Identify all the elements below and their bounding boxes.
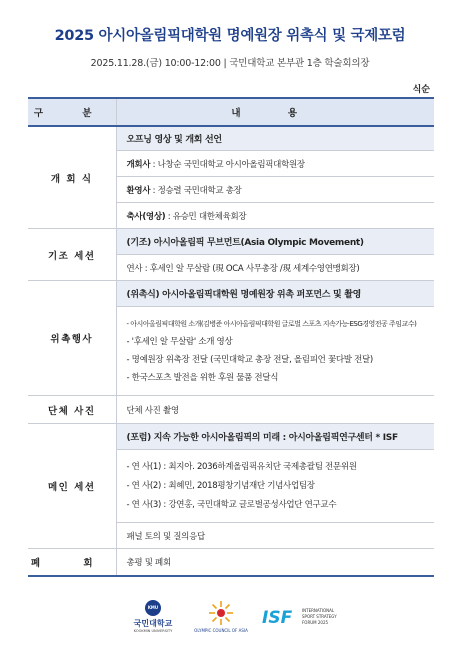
isf-line: SPORT STRATEGY	[302, 614, 337, 619]
event-datetime-venue: 2025.11.28.(금) 10:00-12:00 | 국민대학교 본부관 1층 학술회의장	[90, 58, 370, 69]
list-item: - 연 사(2) : 최혜민, 2018평창기념재단 기념사업팀장	[126, 480, 315, 491]
speech-type: 개회사	[126, 159, 151, 170]
keynote-speaker: 연사 : 후세인 알 무살람 (現 OCA 사무총장 /現 세계수영연맹회장)	[116, 255, 434, 281]
table-row	[28, 126, 434, 151]
category-closing: 폐 회	[28, 549, 116, 577]
page-title: 2025 아시아올림픽대학원 명예원장 위촉식 및 국제포럼	[54, 28, 406, 44]
speaker-list	[116, 450, 434, 523]
list-item: - 명예원장 위촉장 전달 (국민대학교 총장 전달, 올림피언 꽃다발 전달)	[126, 355, 373, 365]
list-item: - 아시아올림픽대학원 소개(김병준 아시아올림픽대학원 글로벌 스포츠 지속가능·ESG경영전공 주임교수)	[126, 320, 417, 328]
panel-discussion: 패널 토의 및 질의응답	[116, 523, 434, 549]
speech-speaker: : 유승민 대한체육회장	[165, 211, 247, 222]
keynote-title: (기조) 아시아올림픽 무브먼트(Asia Olympic Movement)	[116, 229, 434, 255]
speech-speaker: : 나창순 국민대학교 아시아올림픽대학원장	[150, 159, 305, 170]
isf-mark: ISF	[262, 608, 293, 628]
table-row	[28, 549, 434, 577]
congratulatory-speech	[116, 203, 434, 229]
category-ceremony: 위촉행사	[28, 281, 116, 396]
kookmin-name: 국민대학교	[133, 619, 173, 628]
forum-title: (포럼) 지속 가능한 아시아올림픽의 미래 : 아시아올림픽연구센터 * ISF	[116, 424, 434, 450]
table-row	[28, 424, 434, 450]
col-header-category: 구 분	[28, 98, 116, 126]
list-item: - 연 사(3) : 강연홍, 국민대학교 글로벌공성사업단 연구교수	[126, 499, 337, 510]
oca-sun-icon	[208, 600, 234, 626]
opening-item: 오프닝 영상 및 개회 선언	[116, 126, 434, 151]
program-table	[28, 97, 434, 577]
ceremony-title: (위촉식) 아시아올림픽대학원 명예원장 위촉 퍼포먼스 및 촬영	[116, 281, 434, 307]
oca-logo	[186, 600, 256, 633]
ceremony-items	[116, 307, 434, 396]
table-row	[28, 281, 434, 307]
speech-type: 축사(영상)	[126, 211, 166, 222]
list-item: - '후세인 알 무살람' 소개 영상	[126, 337, 233, 347]
opening-speech	[116, 151, 434, 177]
table-row	[28, 396, 434, 424]
list-item: - 한국스포츠 발전을 위한 후원 물품 전달식	[126, 373, 279, 383]
list-item: - 연 사(1) : 최지아. 2036하계올림픽유치단 국제총괄팀 전문위원	[126, 461, 357, 472]
category-keynote: 기조 세션	[28, 229, 116, 281]
speech-type: 환영사	[126, 185, 151, 196]
col-header-content: 내 용	[116, 98, 434, 126]
category-opening: 개 회 식	[28, 126, 116, 229]
kookmin-logo	[128, 600, 178, 633]
category-main: 메인 세션	[28, 424, 116, 549]
table-header-row	[28, 98, 434, 126]
order-label: 식순	[412, 85, 430, 95]
category-photo: 단체 사진	[28, 396, 116, 424]
welcome-speech	[116, 177, 434, 203]
closing-item: 총평 및 폐회	[116, 549, 434, 577]
photo-item: 단체 사진 촬영	[116, 396, 434, 424]
isf-line: INTERNATIONAL	[302, 608, 335, 613]
table-row	[28, 229, 434, 255]
isf-line: FORUM 2025	[302, 620, 329, 625]
kookmin-badge-icon: KMU	[145, 600, 161, 616]
speech-speaker: : 정승렬 국민대학교 총장	[150, 185, 242, 196]
isf-logo	[262, 606, 342, 632]
kookmin-en: KOOKMIN UNIVERSITY	[133, 629, 173, 633]
sponsor-logos	[0, 600, 460, 650]
oca-name: OLYMPIC COUNCIL OF ASIA	[194, 628, 248, 633]
isf-caption	[302, 608, 337, 626]
